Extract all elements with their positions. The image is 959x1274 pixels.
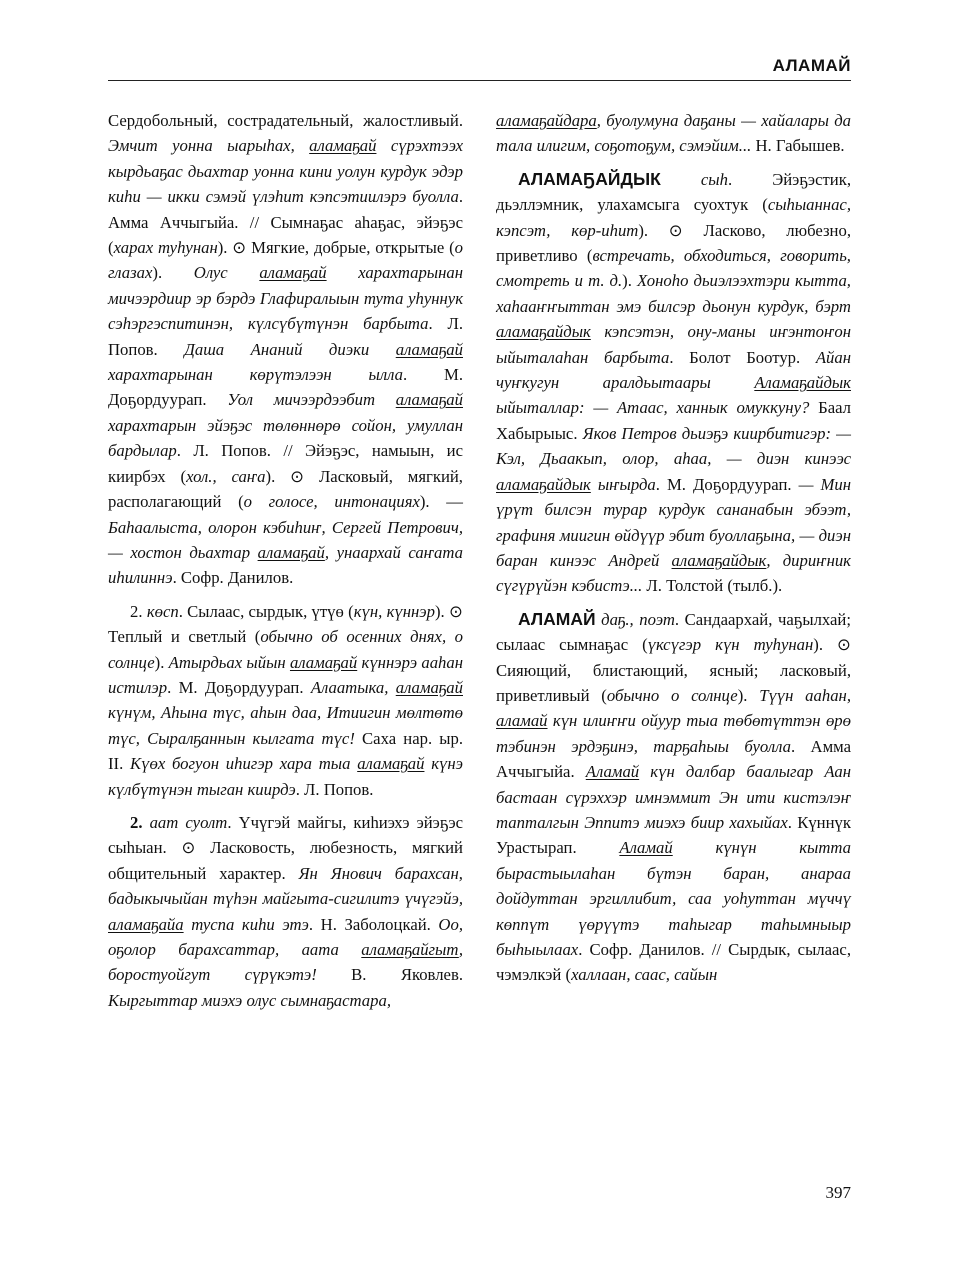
headword-usage: Аламай bbox=[619, 838, 673, 858]
right-column bbox=[496, 108, 851, 996]
headword-usage: аламаҕай bbox=[309, 136, 377, 156]
example-text: харахтарынан көрүтэлээн ылла bbox=[108, 365, 403, 385]
example-text: харахтарынан мичээрдиир эр бэрдэ Глафиралыын тута уһуннук сэһэргэспитинэн, күлсүбүтүнэн барбыта bbox=[108, 263, 463, 334]
example-text: Уол мичээрдээбит bbox=[227, 390, 396, 410]
headword-usage: аламаҕай bbox=[257, 542, 325, 562]
example-text: ыйыталлар: — Атаас, ханнык омуккуну? bbox=[496, 398, 810, 418]
definition-text: Баал Хабырыыс. bbox=[496, 398, 852, 443]
example-text: үксүгэр күн туһунан bbox=[647, 635, 814, 655]
example-text: обычно о солнце bbox=[606, 685, 738, 705]
definition-text: . Сандаархай, чаҕылхай; сылаас сымнаҕас ( bbox=[496, 609, 851, 655]
definition-text: ). bbox=[154, 652, 169, 672]
definition-text: В. Яковлев. bbox=[316, 965, 463, 985]
entry-paragraph bbox=[108, 108, 463, 591]
example-text: күннэрэ ааһан истилэр bbox=[108, 652, 464, 697]
example-text: Даша Ананий диэки bbox=[184, 339, 396, 359]
headword-usage: аламаҕайдык bbox=[671, 550, 767, 570]
definition-text: . М. Доҕордуурап. bbox=[108, 365, 463, 410]
example-text: , боростуойгут сүрүкэтэ! bbox=[108, 940, 463, 985]
example-text: о глазах bbox=[108, 238, 463, 283]
example-text: хол., саҥа bbox=[186, 466, 266, 486]
definition-text: Л. Толстой (тылб.). bbox=[642, 576, 783, 596]
definition-text: ). ⊙ Теплый и светлый ( bbox=[108, 601, 463, 647]
definition-text: . Софр. Данилов. bbox=[172, 568, 294, 588]
page-header bbox=[108, 56, 851, 81]
entry-paragraph bbox=[496, 108, 851, 159]
headword: АЛАМАҔАЙДЫК bbox=[518, 168, 661, 189]
headword-usage: аламаҕайдара bbox=[496, 111, 597, 130]
headword-usage: аламай bbox=[496, 711, 548, 731]
example-text: Атырдьах ыйын bbox=[168, 652, 290, 672]
example-text: , унаархай саҥата иһилиннэ bbox=[108, 542, 463, 588]
example-text: халлаан, саас, сайын bbox=[571, 965, 718, 985]
definition-text: ). bbox=[737, 685, 760, 705]
example-text: , буолумуна даҕаны — хайалары да тала илигим, соҕотоҕум, сэмэйим... bbox=[496, 111, 851, 156]
definition-text: Саха нар. ыр. II. bbox=[108, 728, 463, 774]
example-text: даҕ., поэт bbox=[595, 609, 675, 629]
example-text: Яков Петров дьиэҕэ киирбитигэр: — Кэл, Дьаакып, олор, аһаа, — диэн кинээс bbox=[496, 423, 852, 469]
example-text: — Мин үрүт билсэн турар курдук сананабын эбээт, графиня миигин өйдүүр эбит буоллаҕына, — диэн баран кинээс Андрей bbox=[496, 474, 851, 570]
example-text: харахтарын эйэҕэс төлөннөрө сойон, умуллан бардылар bbox=[108, 415, 463, 461]
headword-usage: Аламай bbox=[585, 762, 640, 782]
definition-text: ). ⊙ Ласково, любезно, приветливо ( bbox=[496, 220, 851, 266]
definition-text: . Күннүк Урастырап. bbox=[496, 812, 851, 858]
headword-usage: аламаҕайгыт bbox=[361, 940, 459, 959]
page-number: 397 bbox=[825, 1183, 851, 1202]
headword: АЛАМАЙ bbox=[518, 608, 596, 629]
example-text: Оо, оҕолор барахсаттар, аата bbox=[108, 914, 463, 959]
example-text: көсп bbox=[146, 601, 179, 621]
example-text: Хоноһо дьиэлээхтэри кытта, хаһааҥҥыттан эмэ билсэр дьонун курдук, бэрт bbox=[496, 271, 851, 316]
example-text: күнүн кытта бырастыылаһан бүтэн баран, анараа дойдуттан эргиллибит, саа уоһуттан мүччү көппүт үөрүүтэ таһыгар таһымныыр быһыылаах bbox=[496, 838, 851, 959]
example-text: харах туһунан bbox=[113, 238, 218, 258]
example-text: сыһ bbox=[660, 169, 728, 189]
example-text: Айан чуҥкугун аралдьытаары bbox=[496, 347, 851, 393]
definition-text: ). ⊙ Ласковый, мягкий, располагающий ( bbox=[108, 466, 463, 512]
example-text: Ян Янович барахсан, бадыкычыйан түһэн майгыта-сигилитэ үчүгэйэ, bbox=[108, 863, 463, 909]
definition-text: ). bbox=[622, 271, 637, 291]
example-text: сыһыаннас, кэпсэт, көр-иһит bbox=[496, 195, 851, 240]
entry-paragraph bbox=[496, 607, 851, 988]
definition-text: . Болот Боотур. bbox=[669, 347, 816, 367]
running-head: АЛАМАЙ bbox=[772, 56, 851, 75]
example-text: Күөх богуон иһигэр хара тыа bbox=[130, 754, 358, 774]
headword-usage: аламаҕайдык bbox=[496, 474, 591, 494]
definition-text: . Үчүгэй майгы, киһиэхэ эйэҕэс сыһыан. ⊙ Ласковость, любезность, мягкий общительный характер. bbox=[108, 812, 464, 883]
definition-text: . Софр. Данилов. // Сырдык, сылаас, чэмэлкэй ( bbox=[496, 940, 851, 985]
definition-text: . М. Доҕордуурап. bbox=[167, 677, 311, 697]
example-text: Эмчит уонна ыарыһах, bbox=[108, 136, 310, 156]
definition-text: . Эйэҕэстик, дьэллэмник, улахамсыга суохтук ( bbox=[496, 169, 851, 215]
example-text: күн, күннэр bbox=[353, 601, 435, 621]
definition-text: . Л. Попов. bbox=[108, 314, 463, 359]
definition-text: . М. Доҕордуурап. bbox=[655, 474, 799, 494]
entry-paragraph bbox=[496, 167, 851, 599]
example-text: Алаатыка, bbox=[310, 677, 396, 697]
definition-text: ). bbox=[152, 263, 194, 283]
example-text: туспа киһи этэ bbox=[183, 914, 309, 934]
example-text: обычно об осенних днях, о солнце bbox=[108, 627, 464, 672]
left-column bbox=[108, 108, 463, 1021]
example-text: кэпсэтэн, ону-маны иҥэнтоҥон ыйыталаһан барбыта bbox=[496, 322, 851, 367]
headword-usage: аламаҕайа bbox=[108, 914, 184, 934]
headword-usage: Аламаҕайдык bbox=[754, 373, 851, 393]
example-text: сүрэхтээх кырдьаҕас дьахтар уонна кини уолун курдук эдэр киһи — икки сэмэй үлэһит кэпсэтиилэрэ буолла bbox=[108, 136, 463, 207]
definition-text: . Амма Аччыгыйа. // Сымнаҕас аһаҕас, эйэҕэс ( bbox=[108, 187, 463, 258]
definition-text: 2. bbox=[130, 601, 147, 621]
headword-usage: аламаҕай bbox=[289, 652, 358, 672]
definition-text: Сердобольный, сострадательный, жалостливый. bbox=[108, 111, 463, 130]
example-text: Олус bbox=[193, 263, 260, 283]
definition-text: ). — bbox=[419, 492, 463, 512]
definition-text: . Н. Заболоцкай. bbox=[308, 914, 439, 934]
entry-paragraph bbox=[108, 810, 463, 1013]
definition-text: . Сылаас, сырдык, үтүө ( bbox=[178, 601, 354, 621]
definition-text: . Л. Попов. bbox=[295, 779, 374, 799]
example-text: о голосе, интонациях bbox=[243, 492, 420, 512]
example-text: , дириҥник сүгүрүйэн кэбистэ... bbox=[496, 550, 851, 596]
example-text: аат суолт bbox=[149, 812, 228, 832]
headword-usage: аламаҕай bbox=[395, 677, 463, 697]
headword-usage: аламаҕай bbox=[395, 339, 463, 359]
example-text: күн далбар баалыгар Аан бастаан сүрэххэр имнэммит Эн ити кистэлэҥ тапталгын Эппитэ миэхэ биир хахыйах bbox=[496, 762, 851, 832]
headword-usage: аламаҕайдык bbox=[496, 322, 591, 342]
headword-usage: аламаҕай bbox=[357, 754, 425, 774]
headword-usage: аламаҕай bbox=[259, 263, 327, 283]
example-text: күн илиҥҥи ойуур тыа төбөтүттэн өрө тэбинэн эрдэҕинэ, тарҕаһыы буолла bbox=[496, 711, 851, 756]
entry-paragraph bbox=[108, 599, 463, 802]
example-text: Баһаалыста, олорон кэбиһиҥ, Сергей Петрович, — хостон дьахтар bbox=[108, 517, 463, 562]
example-text: встречать, обходиться, говорить, смотреть и т. д. bbox=[496, 246, 851, 291]
headword-usage: аламаҕай bbox=[395, 390, 463, 410]
example-text: Кыргыттар миэхэ олус сымнаҕастара, bbox=[108, 990, 392, 1010]
definition-text: ). ⊙ Сияющий, блистающий, ясный; ласковый, приветливый ( bbox=[496, 635, 851, 705]
sense-number: 2. bbox=[130, 812, 150, 832]
example-text: күнэ күлбүтүнэн тыган киирдэ bbox=[108, 754, 463, 799]
definition-text: ). ⊙ Мягкие, добрые, открытые ( bbox=[217, 238, 455, 258]
definition-text: Н. Габышев. bbox=[751, 136, 845, 156]
definition-text: . Л. Попов. // Эйэҕэс, намыын, ис киирбэх ( bbox=[108, 441, 463, 486]
definition-text: . Амма Аччыгыйа. bbox=[496, 736, 851, 782]
example-text: күнүм, Аһына түс, аһын даа, Итиигин мөлтөтө түс, Сыралҕаннын кылгата түс! bbox=[108, 703, 463, 748]
example-text: Түүн ааһан, bbox=[759, 685, 851, 705]
example-text: ыҥырда bbox=[590, 474, 656, 494]
